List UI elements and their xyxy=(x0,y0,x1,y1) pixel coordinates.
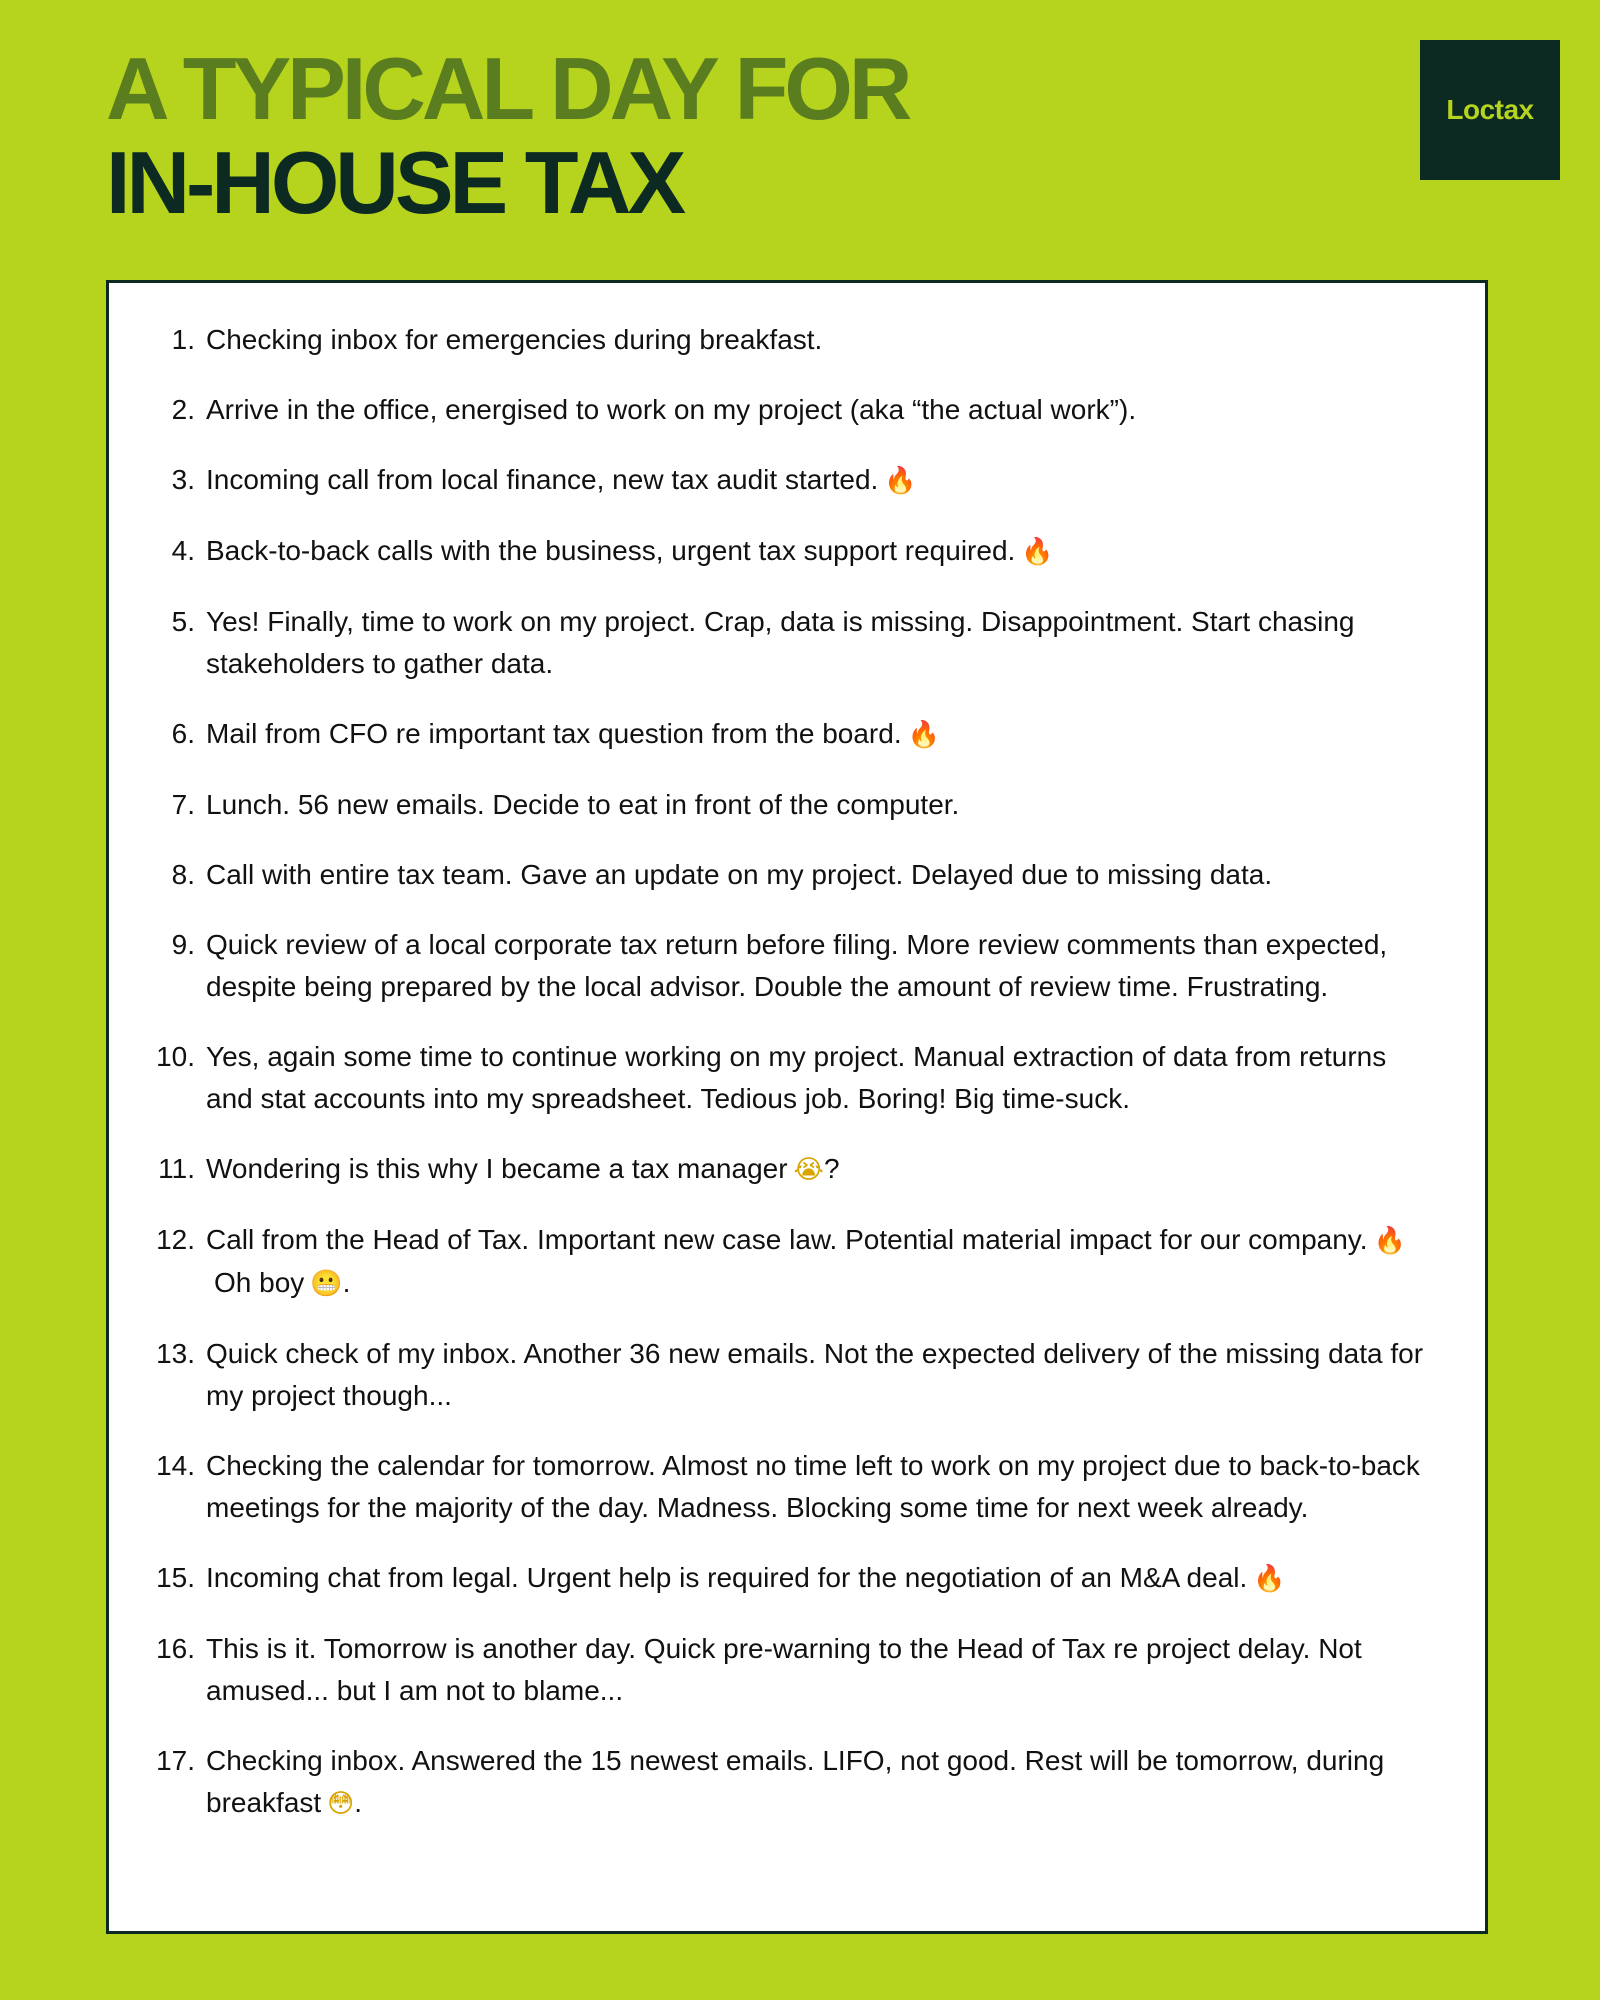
list-item-punctuation: . xyxy=(354,1787,363,1818)
list-item xyxy=(109,1557,1425,1600)
fire-icon: 🔥 xyxy=(1253,1564,1286,1594)
list-item xyxy=(109,1036,1425,1120)
list-item-text: Wondering is this why I became a tax manager xyxy=(206,1153,788,1184)
list-item-number: 9. xyxy=(171,929,195,960)
list-item-text: Yes, again some time to continue working on my project. Manual extraction of data from returns and stat accounts into my spreadsheet. Tedious job. Boring! Big time-suck. xyxy=(206,1041,1387,1114)
list-item-number: 7. xyxy=(171,789,195,820)
list-item xyxy=(109,1333,1425,1417)
list-item-text: Call from the Head of Tax. Important new case law. Potential material impact for our company. xyxy=(206,1224,1368,1255)
list-item-number: 6. xyxy=(171,718,195,749)
list-item-number: 13. xyxy=(156,1338,195,1369)
list-item-text: Arrive in the office, energised to work on my project (aka “the actual work”). xyxy=(206,394,1137,425)
list-item-text: Checking the calendar for tomorrow. Almost no time left to work on my project due to back-to-back meetings for the majority of the day. Madness. Blocking some time for next week already. xyxy=(206,1450,1420,1523)
list-item-text: This is it. Tomorrow is another day. Quick pre-warning to the Head of Tax re project delay. Not amused... but I am not to blame... xyxy=(206,1633,1362,1706)
list-item xyxy=(109,319,1425,361)
list-item-punctuation: . xyxy=(342,1267,351,1298)
list-item xyxy=(109,1628,1425,1712)
title-line-1: A TYPICAL DAY FOR xyxy=(106,39,909,138)
loctax-logo xyxy=(1420,40,1560,180)
list-item xyxy=(109,924,1425,1008)
list-item xyxy=(109,1740,1425,1825)
list-item-text-continued: Oh boy xyxy=(214,1267,305,1298)
list-item-text: Mail from CFO re important tax question from the board. xyxy=(206,718,902,749)
list-item-text: Call with entire tax team. Gave an update on my project. Delayed due to missing data. xyxy=(206,859,1273,890)
page-title xyxy=(106,39,909,232)
list-item-number: 14. xyxy=(156,1450,195,1481)
list-item-number: 11. xyxy=(158,1153,195,1184)
list-item xyxy=(109,1219,1425,1305)
logo-text: Loctax xyxy=(1446,94,1534,125)
list-item xyxy=(109,1148,1425,1191)
list-item xyxy=(109,459,1425,502)
list-item-text: Checking inbox for emergencies during breakfast. xyxy=(206,324,823,355)
list-item-number: 16. xyxy=(156,1633,195,1664)
list-item-number: 5. xyxy=(171,606,195,637)
fire-icon: 🔥 xyxy=(1373,1226,1406,1256)
list-item-text: Lunch. 56 new emails. Decide to eat in front of the computer. xyxy=(206,789,960,820)
list-item xyxy=(109,784,1425,826)
list-item-number: 12. xyxy=(156,1224,195,1255)
list-item-number: 10. xyxy=(156,1041,195,1072)
list-item-number: 17. xyxy=(156,1745,195,1776)
list-item xyxy=(109,854,1425,896)
list-item-number: 3. xyxy=(171,464,195,495)
list-item xyxy=(109,1445,1425,1529)
list-item-text: Checking inbox. Answered the 15 newest emails. LIFO, not good. Rest will be tomorrow, during breakfast xyxy=(206,1745,1385,1818)
list-item-text: Quick review of a local corporate tax return before filing. More review comments than expected, despite being prepared by the local advisor. Double the amount of review time. Frustrating. xyxy=(206,929,1388,1002)
day-list-card xyxy=(106,280,1488,1934)
list-item-text: Incoming call from local finance, new tax audit started. xyxy=(206,464,879,495)
list-item-number: 2. xyxy=(171,394,195,425)
list-item-number: 15. xyxy=(156,1562,195,1593)
fire-icon: 🔥 xyxy=(884,466,917,496)
list-item-text: Incoming chat from legal. Urgent help is required for the negotiation of an M&A deal. xyxy=(206,1562,1248,1593)
fire-icon: 🔥 xyxy=(907,720,940,750)
list-item-number: 4. xyxy=(171,535,195,566)
list-item-text: Back-to-back calls with the business, urgent tax support required. xyxy=(206,535,1016,566)
emoji-face-icon: 😬 xyxy=(310,1269,343,1299)
list-item xyxy=(109,713,1425,756)
list-item xyxy=(109,389,1425,431)
list-item-punctuation: ? xyxy=(823,1153,840,1184)
day-list xyxy=(109,283,1485,1825)
list-item-text: Quick check of my inbox. Another 36 new emails. Not the expected delivery of the missing data for my project though... xyxy=(206,1338,1424,1411)
list-item-number: 1. xyxy=(171,324,195,355)
emoji-face-icon: 😭 xyxy=(793,1155,824,1185)
list-item xyxy=(109,601,1425,685)
list-item-number: 8. xyxy=(171,859,195,890)
title-line-2: IN-HOUSE TAX xyxy=(106,133,683,232)
fire-icon: 🔥 xyxy=(1021,537,1054,567)
emoji-face-icon: 😳 xyxy=(327,1789,355,1819)
list-item-text: Yes! Finally, time to work on my project. Crap, data is missing. Disappointment. Start chasing stakeholders to gather data. xyxy=(206,606,1355,679)
list-item xyxy=(109,530,1425,573)
